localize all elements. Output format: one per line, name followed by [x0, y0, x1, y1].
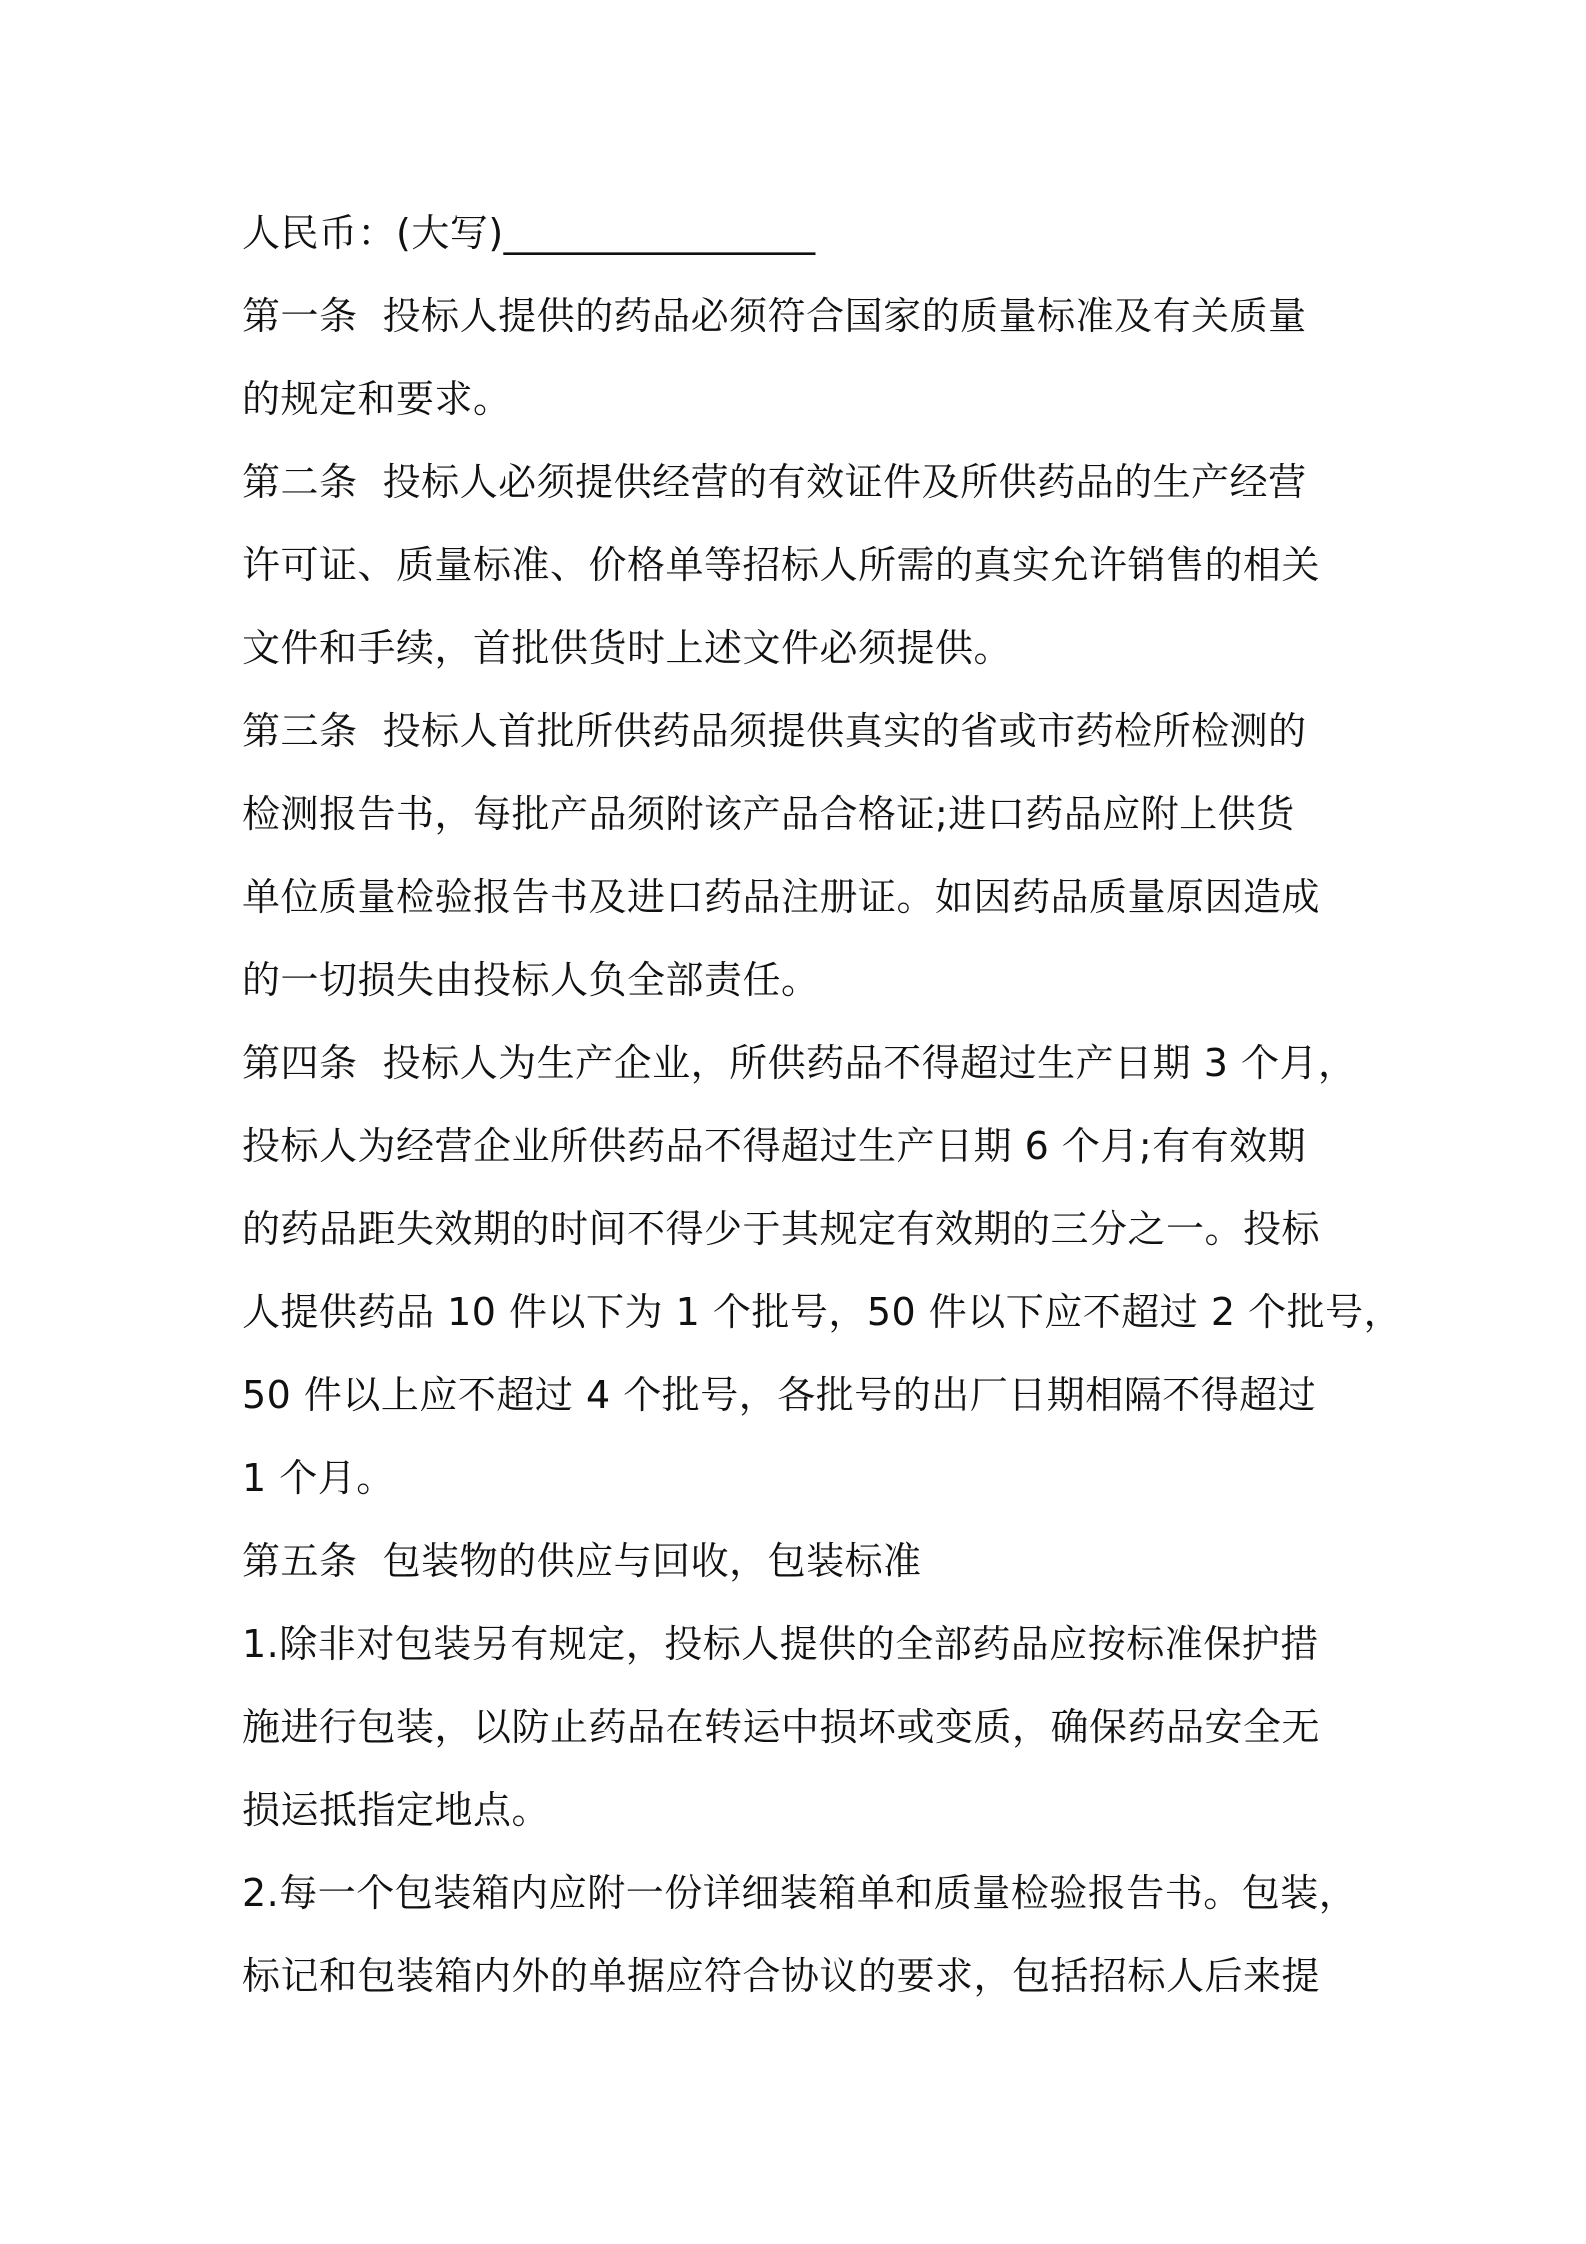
- text-line: 第三条 投标人首批所供药品须提供真实的省或市药检所检测的: [242, 709, 1307, 753]
- text-line: 单位质量检验报告书及进口药品注册证。如因药品质量原因造成: [242, 875, 1321, 919]
- amount-line: 人民币：(大写)________________: [242, 211, 816, 255]
- text-line: 文件和手续，首批供货时上述文件必须提供。: [242, 626, 1013, 670]
- text-line: 标记和包装箱内外的单据应符合协议的要求，包括招标人后来提: [242, 1954, 1321, 1998]
- text-line: 第一条 投标人提供的药品必须符合国家的质量标准及有关质量: [242, 294, 1307, 338]
- text-line: 的一切损失由投标人负全部责任。: [242, 958, 820, 1002]
- text-line: 的药品距失效期的时间不得少于其规定有效期的三分之一。投标: [242, 1207, 1321, 1251]
- text-line: 许可证、质量标准、价格单等招标人所需的真实允许销售的相关: [242, 543, 1321, 587]
- text-line: 投标人为经营企业所供药品不得超过生产日期 6 个月;有有效期: [242, 1124, 1307, 1168]
- text-line: 第二条 投标人必须提供经营的有效证件及所供药品的生产经营: [242, 460, 1307, 504]
- text-line: 1.除非对包装另有规定，投标人提供的全部药品应按标准保护措: [242, 1622, 1319, 1666]
- text-line: 的规定和要求。: [242, 377, 512, 421]
- text-line: 第四条 投标人为生产企业，所供药品不得超过生产日期 3 个月，: [242, 1041, 1357, 1085]
- text-line: 1 个月。: [242, 1456, 395, 1500]
- text-line: 第五条 包装物的供应与回收，包装标准: [242, 1539, 922, 1583]
- text-line: 施进行包装，以防止药品在转运中损坏或变质，确保药品安全无: [242, 1705, 1321, 1749]
- document-body: [242, 192, 1403, 2018]
- text-line: 人提供药品 10 件以下为 1 个批号，50 件以下应不超过 2 个批号，: [242, 1290, 1403, 1334]
- text-line: 2.每一个包装箱内应附一份详细装箱单和质量检验报告书。包装，: [242, 1871, 1358, 1915]
- text-line: 损运抵指定地点。: [242, 1788, 551, 1832]
- text-line: 50 件以上应不超过 4 个批号，各批号的出厂日期相隔不得超过: [242, 1373, 1317, 1417]
- text-line: 检测报告书，每批产品须附该产品合格证;进口药品应附上供货: [242, 792, 1295, 836]
